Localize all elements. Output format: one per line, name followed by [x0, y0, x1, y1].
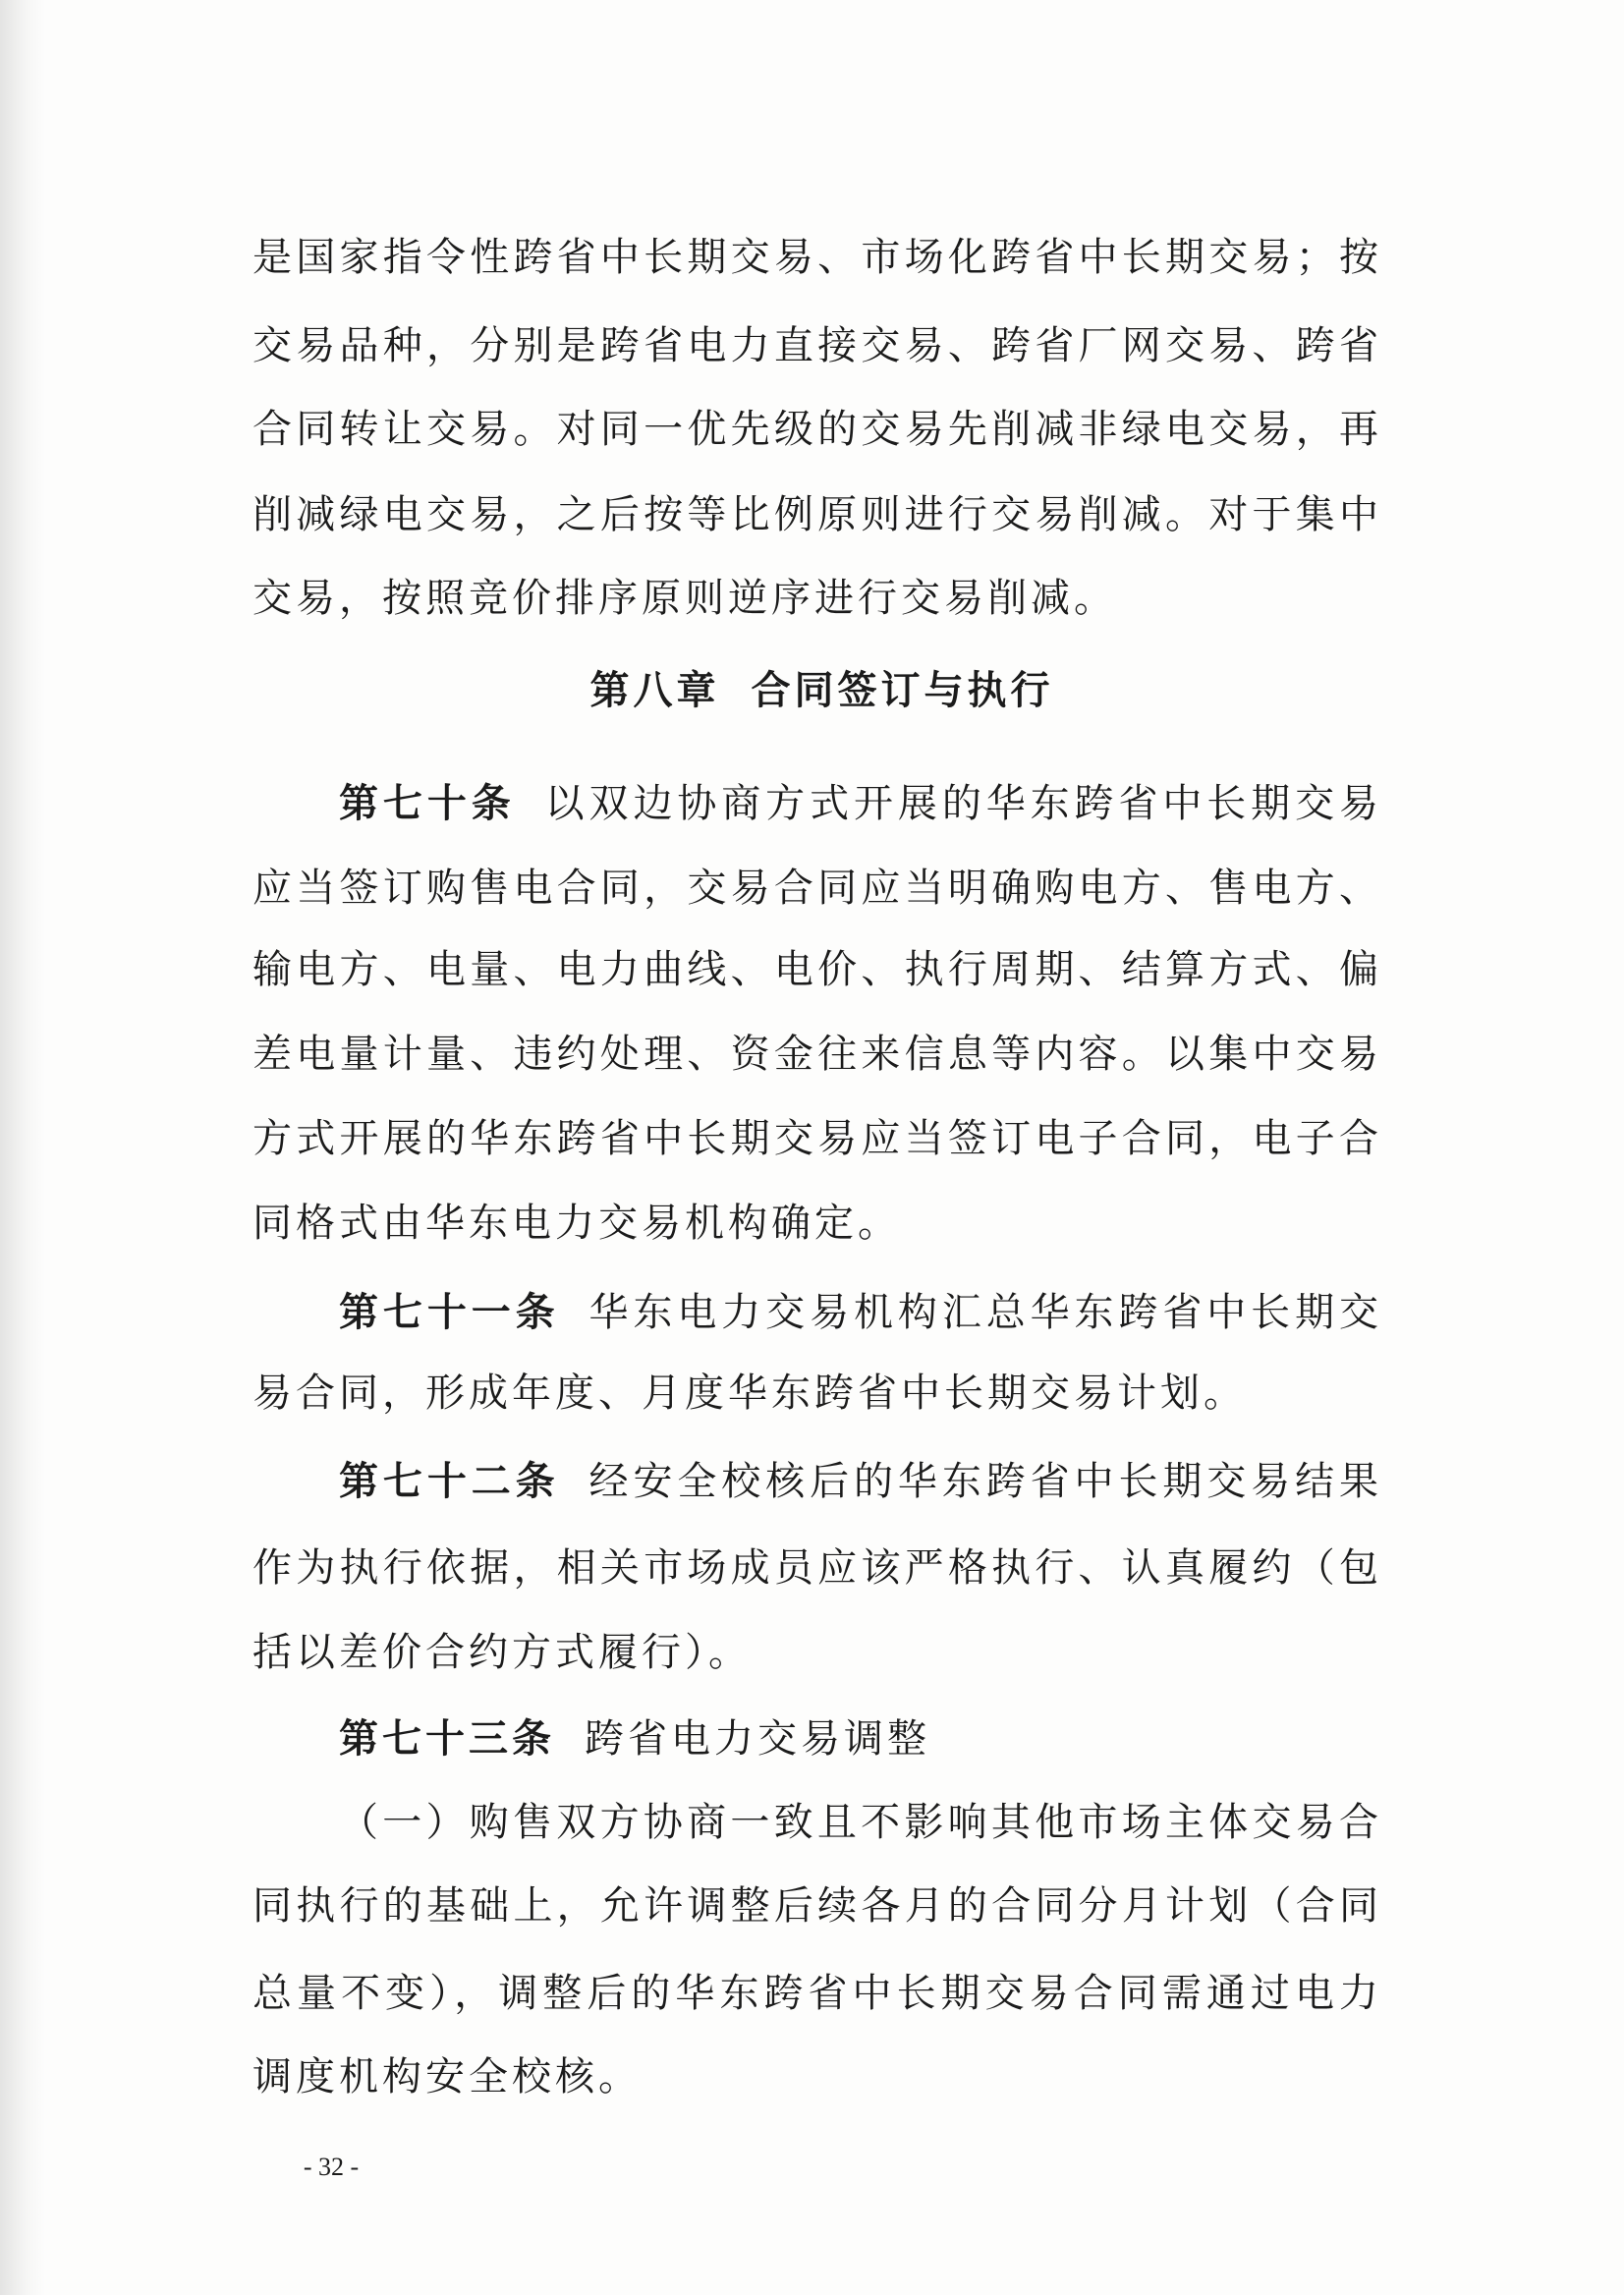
paragraph-line: 方式开展的华东跨省中长期交易应当签订电子合同，电子合: [252, 1116, 1382, 1161]
article-first-line: [252, 780, 1382, 827]
article-title: 第七十三条: [339, 1716, 555, 1762]
paragraph-line: 同执行的基础上，允许调整后续各月的合同分月计划（合同: [252, 1883, 1382, 1929]
paragraph-line: 总量不变），调整后的华东跨省中长期交易合同需通过电力: [252, 1971, 1382, 2016]
article-title: 第七十条: [339, 781, 516, 826]
article-title: 第七十二条: [339, 1459, 560, 1504]
paragraph-line: 交易，按照竞价排序原则逆序进行交易削减。: [252, 576, 1117, 621]
article-text: 跨省电力交易调整: [585, 1716, 930, 1762]
article-text: 华东电力交易机构汇总华东跨省中长期交: [588, 1290, 1383, 1335]
article-first-line: [252, 1715, 1382, 1763]
paragraph-line: 输电方、电量、电力曲线、电价、执行周期、结算方式、偏: [252, 947, 1382, 992]
paragraph-line: 调度机构安全校核。: [252, 2054, 642, 2099]
paragraph-line: 是国家指令性跨省中长期交易、市场化跨省中长期交易；按: [252, 235, 1382, 280]
chapter-heading: 第八章 合同签订与执行: [589, 668, 1054, 713]
paragraph-line: 削减绿电交易，之后按等比例原则进行交易削减。对于集中: [252, 492, 1382, 537]
scan-edge-shadow: [0, 0, 45, 2295]
paragraph-line: 合同转让交易。对同一优先级的交易先削减非绿电交易，再: [252, 407, 1382, 452]
paragraph-line: 同格式由华东电力交易机构确定。: [252, 1201, 901, 1246]
paragraph-line: 交易品种，分别是跨省电力直接交易、跨省厂网交易、跨省: [252, 323, 1382, 368]
paragraph-line: （一）购售双方协商一致且不影响其他市场主体交易合: [339, 1800, 1382, 1845]
paragraph-line: 作为执行依据，相关市场成员应该严格执行、认真履约（包: [252, 1545, 1382, 1591]
paragraph-line: 差电量计量、违约处理、资金往来信息等内容。以集中交易: [252, 1032, 1382, 1077]
article-text: 以双边协商方式开展的华东跨省中长期交易: [544, 781, 1383, 826]
paragraph-line: 应当签订购售电合同，交易合同应当明确购电方、售电方、: [252, 866, 1382, 911]
paragraph-line: 易合同，形成年度、月度华东跨省中长期交易计划。: [252, 1371, 1247, 1416]
article-text: 经安全校核后的华东跨省中长期交易结果: [588, 1459, 1383, 1504]
article-first-line: [252, 1289, 1382, 1336]
article-title: 第七十一条: [339, 1290, 560, 1335]
page-number: - 32 -: [303, 2153, 360, 2181]
paragraph-line: 括以差价合约方式履行）。: [252, 1630, 752, 1675]
article-first-line: [252, 1458, 1382, 1505]
